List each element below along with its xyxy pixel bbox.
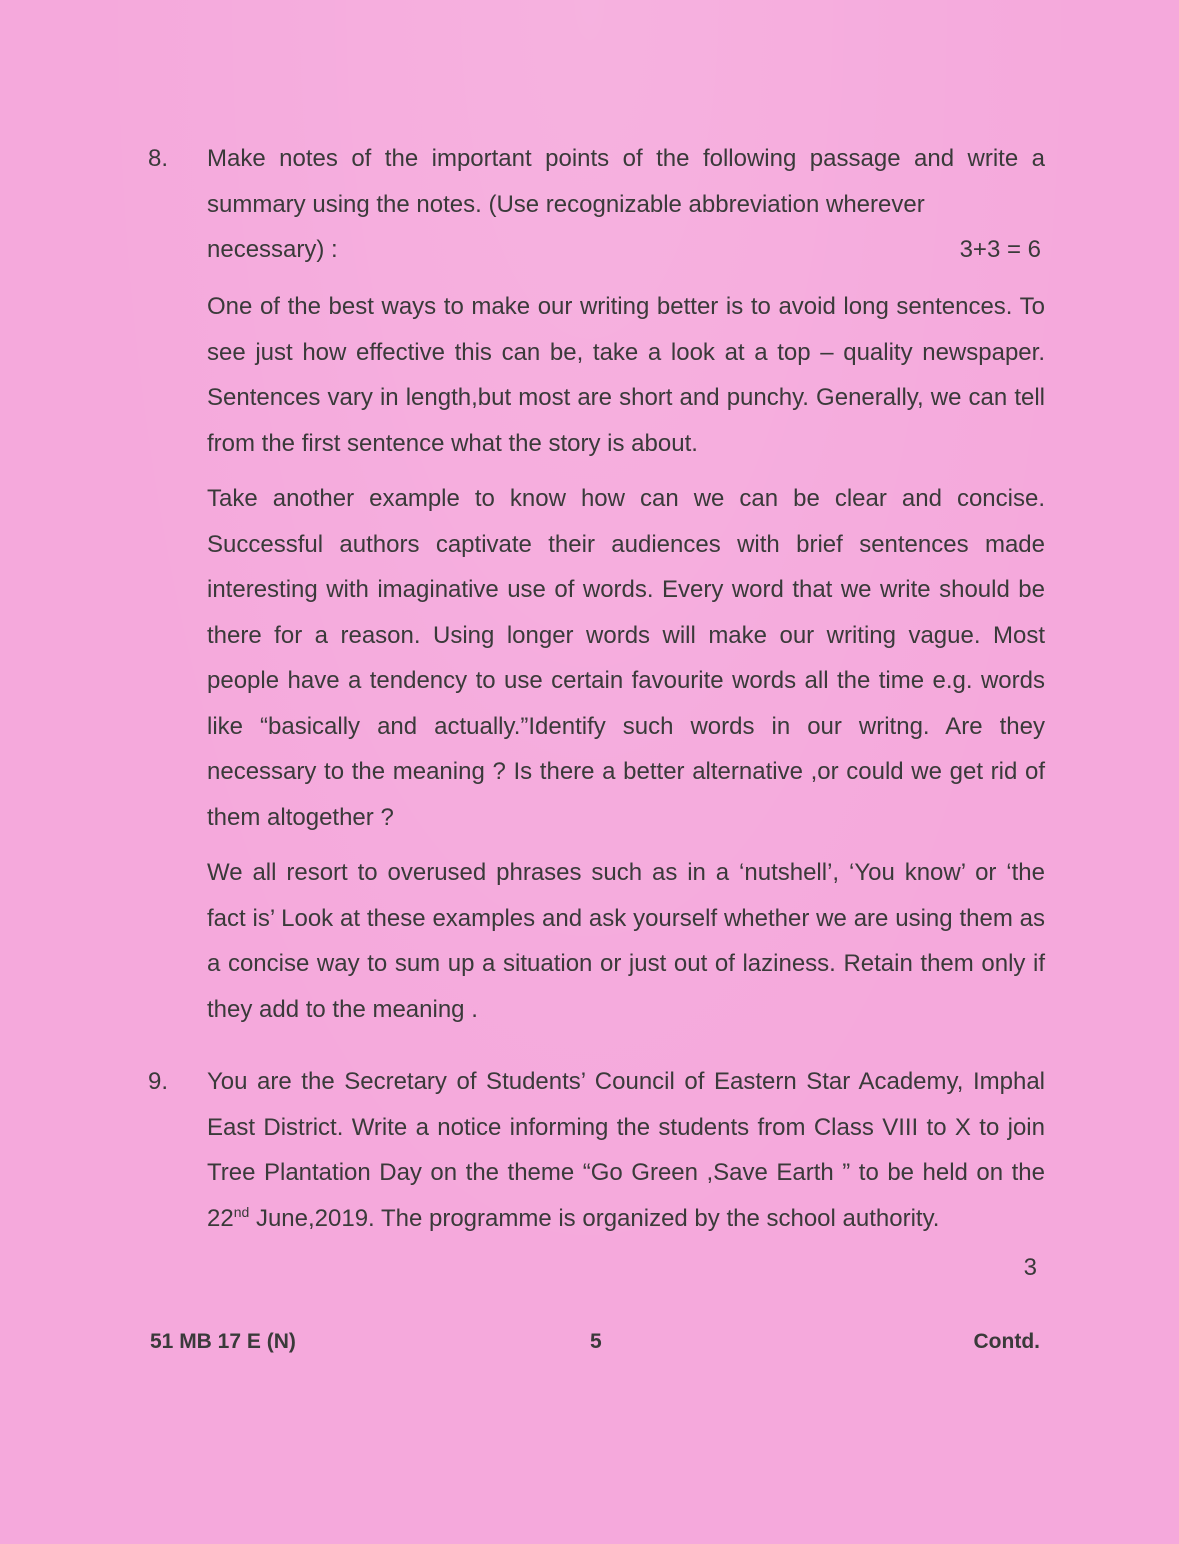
passage-paragraph-3: We all resort to overused phrases such as in a ‘nutshell’, ‘You know’ or ‘the fact is’ Look at these examples and ask yourself whether we are using them as a concise way to sum up a situation or just out of laziness. Retain them only if they add to the meaning .	[207, 859, 1045, 1023]
question-9-number: 9.	[148, 1068, 169, 1095]
question-8-prompt-text: Make notes of the important points of the following passage and write a summary using the notes. (Use recognizable abbreviation wherever	[207, 145, 1045, 218]
passage-paragraph-2: Take another example to know how can we can be clear and concise. Successful authors captivate their audiences with brief sentences made interesting with imaginative use of words. Every word that we write should be there for a reason. Using longer words will make our writing vague. Most people have a tendency to use certain favourite words all the time e.g. words like “basically and actually.”Identify such words in our writng. Are they necessary to the meaning ? Is there a better alternative ,or could we get rid of them altogether ?	[207, 485, 1045, 831]
paper-code: 51 MB 17 E (N)	[150, 1330, 296, 1353]
question-9-text-after: June,2019. The programme is organized by the school authority.	[249, 1204, 940, 1232]
question-8-passage	[207, 284, 1045, 1042]
question-8-prompt	[207, 136, 1045, 273]
question-8-prompt-end: necessary) :	[207, 236, 338, 263]
question-9-marks: 3	[1023, 1254, 1037, 1281]
question-9-text	[207, 1059, 1045, 1241]
question-9-paragraph	[207, 1059, 1045, 1241]
question-9-text-before: You are the Secretary of Students’ Council of Eastern Star Academy, Imphal East District. Write a notice informing the students from Class VIII to X to join Tree Plantation Day on the theme “Go Green ,Save Earth ” to be held on the 22	[207, 1068, 1045, 1232]
page-number: 5	[590, 1330, 602, 1353]
question-9-superscript: nd	[233, 1203, 250, 1220]
question-8-prompt-last-line	[207, 227, 1045, 273]
continued-label: Contd.	[973, 1330, 1040, 1353]
question-8-number: 8.	[148, 145, 169, 172]
passage-paragraph-1: One of the best ways to make our writing better is to avoid long sentences. To see just how effective this can be, take a look at a top – quality newspaper. Sentences vary in length,but most are short and punchy. Generally, we can tell from the first sentence what the story is about.	[207, 293, 1045, 457]
question-8-marks: 3+3 = 6	[959, 236, 1041, 263]
